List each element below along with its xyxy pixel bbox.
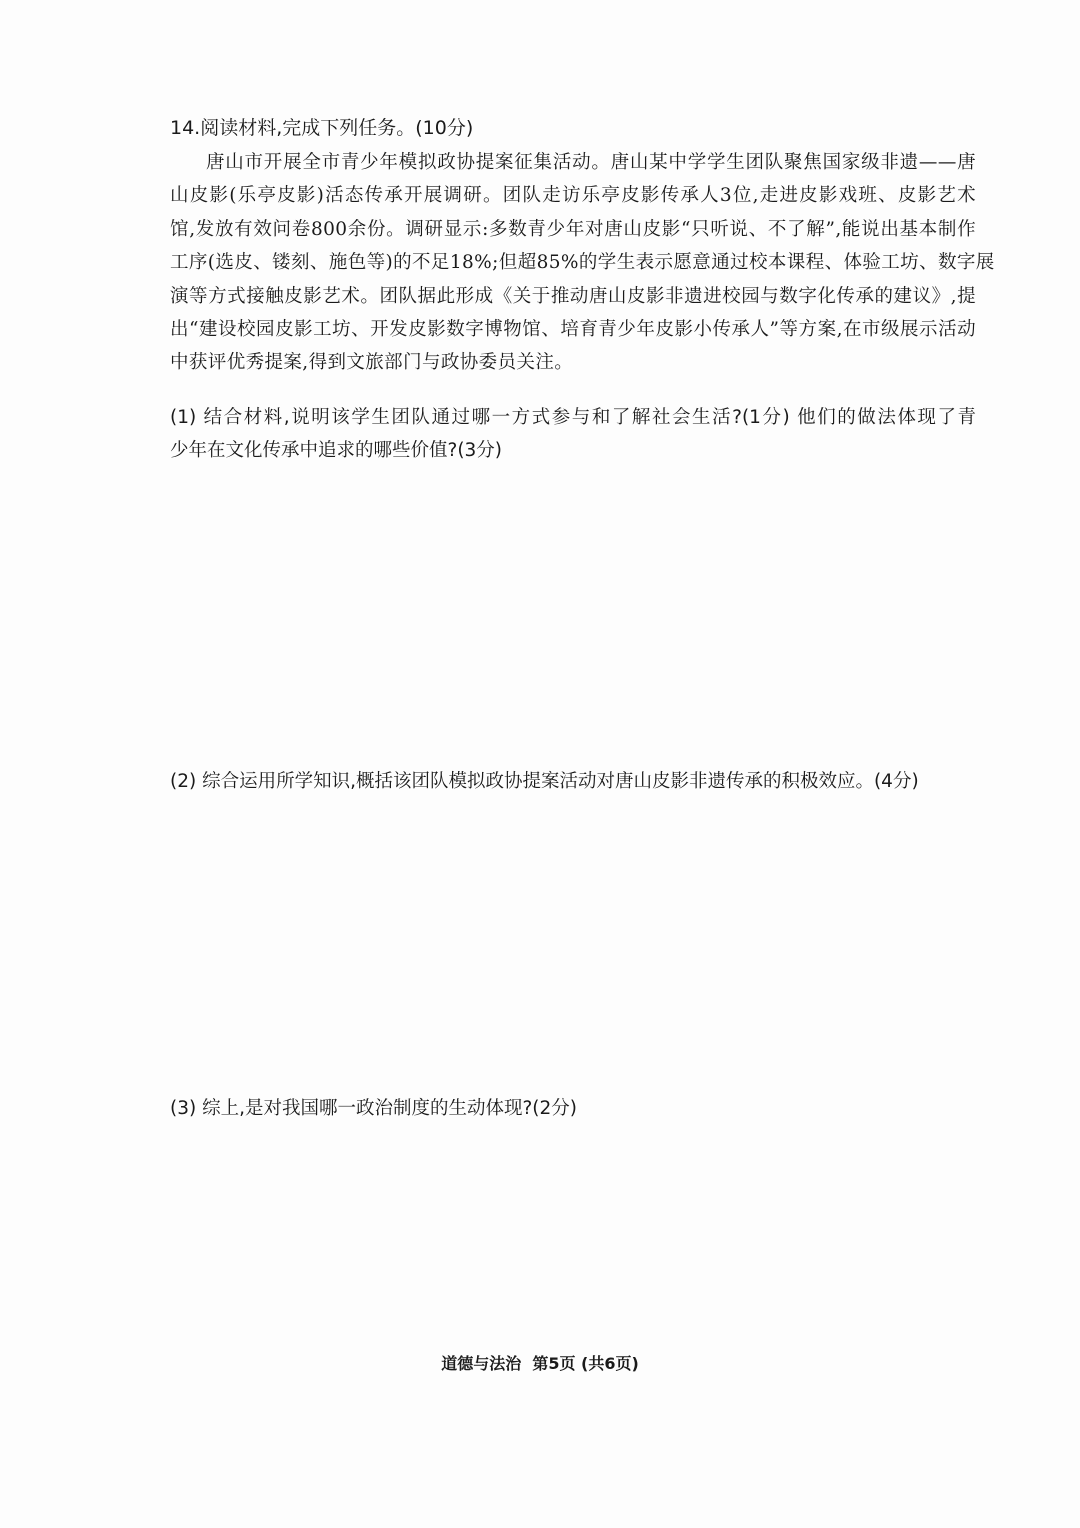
sub-question-line: 少年在文化传承中追求的哪些价值?(3分) [170,440,503,461]
sub-question-2 [170,765,976,798]
material-line: 馆,发放有效问卷800余份。调研显示:多数青少年对唐山皮影“只听说、不了解”,能说出基本制作 [170,218,976,240]
page-footer: 道德与法治 第5页 (共6页) [441,1354,639,1373]
sub-question-3 [170,1092,976,1125]
material-line: 出“建设校园皮影工坊、开发皮影数字博物馆、培育青少年皮影小传承人”等方案,在市级展示活动 [170,318,976,340]
material-line: 中获评优秀提案,得到文旅部门与政协委员关注。 [170,352,574,374]
reading-material [170,146,995,380]
sub-question-line: (2) 综合运用所学知识,概括该团队模拟政协提案活动对唐山皮影非遗传承的积极效应。(4分) [170,771,919,792]
material-line: 工序(选皮、镂刻、施色等)的不足18%;但超85%的学生表示愿意通过校本课程、体验工坊、数字展 [170,252,995,274]
material-line: 唐山市开展全市青少年模拟政协提案征集活动。唐山某中学学生团队聚焦国家级非遗——唐 [206,152,976,173]
material-line: 演等方式接触皮影艺术。团队据此形成《关于推动唐山皮影非遗进校园与数字化传承的建议》,提 [170,285,976,307]
question-title: 14.阅读材料,完成下列任务。(10分) [170,117,474,139]
sub-question-line: (3) 综上,是对我国哪一政治制度的生动体现?(2分) [170,1098,577,1119]
sub-question-1 [170,401,976,467]
sub-question-line: (1) 结合材料,说明该学生团队通过哪一方式参与和了解社会生活?(1分) 他们的做法体现了青 [170,407,976,428]
material-line: 山皮影(乐亭皮影)活态传承开展调研。团队走访乐亭皮影传承人3位,走进皮影戏班、皮影艺术 [170,185,976,207]
